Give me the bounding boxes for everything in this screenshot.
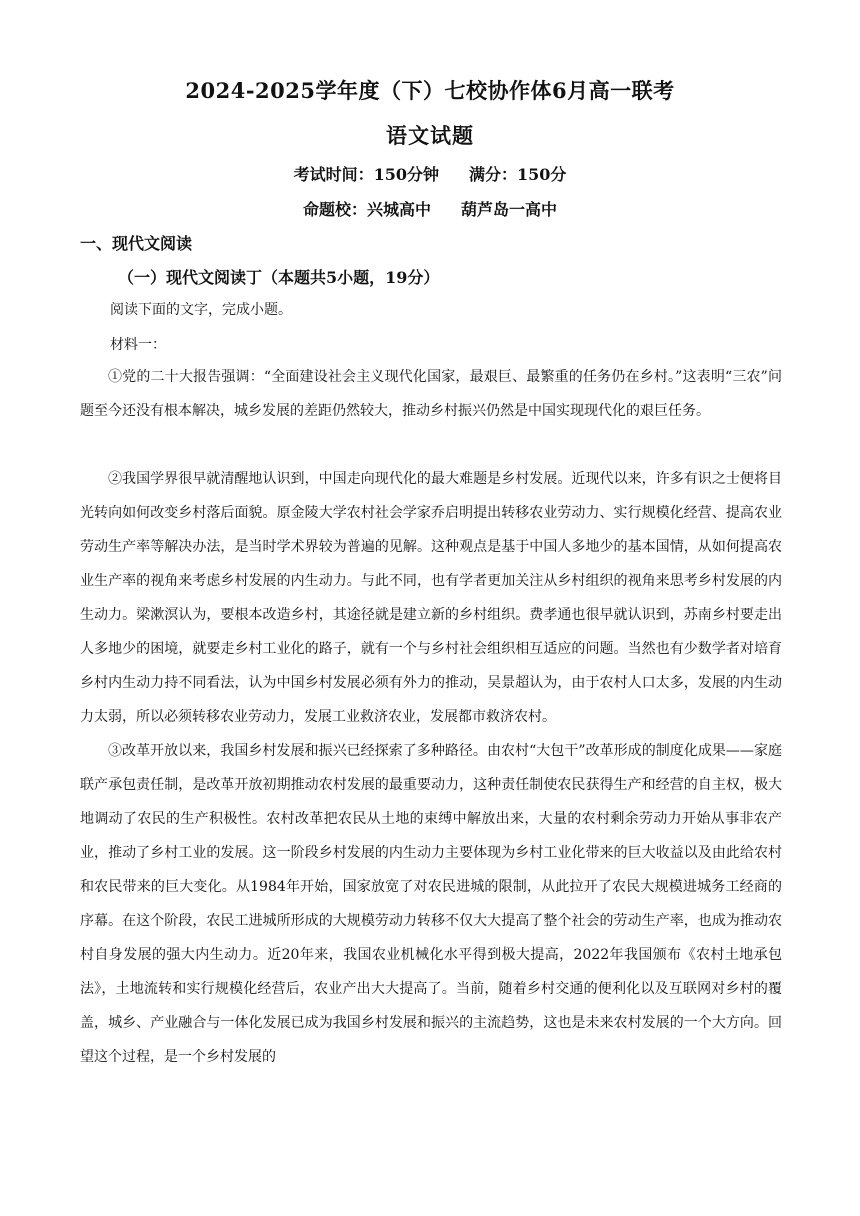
passage-paragraph-2: ②我国学界很早就清醒地认识到，中国走向现代化的最大难题是乡村发展。近现代以来，许多有识之士便将目光转向如何改变乡村落后面貌。原金陵大学农村社会学家乔启明提出转移农业劳动力、实行规模化经营、提高农业劳动生产率等解决办法，是当时学术界较为普遍的见解。这种观点是基于中国人多地少的基本国情，从如何提高农业生产率的视角来考虑乡村发展的内生动力。与此不同，也有学者更加关注从乡村组织的视角来思考乡村发展的内生动力。梁漱溟认为，要根本改造乡村，其途径就是建立新的乡村组织。费孝通也很早就认识到，苏南乡村要走出人多地少的困境，就要走乡村工业化的路子，就有一个与乡村社会组织相互适应的问题。当然也有少数学者对培育乡村内生动力持不同看法，认为中国乡村发展必须有外力的推动，吴景超认为，由于农村人口太多，发展的内生动力太弱，所以必须转移农业劳动力，发展工业救济农业，发展都市救济农村。 <box>80 471 782 725</box>
exam-subject-title: 语文试题 <box>386 123 474 148</box>
full-score: 满分：150分 <box>469 165 567 184</box>
exam-info-line <box>0 162 860 185</box>
school-info-line <box>0 197 860 220</box>
school-label: 命题校：兴城高中 <box>302 200 431 219</box>
passage-paragraph-1: ①党的二十大报告强调：“全面建设社会主义现代化国家，最艰巨、最繁重的任务仍在乡村。”这表明“三农”问题至今还没有根本解决，城乡发展的差距仍然较大，推动乡村振兴仍然是中国实现现代化的艰巨任务。 <box>80 369 782 419</box>
material-label: 材料一： <box>110 337 166 353</box>
passage-paragraph-3: ③改革开放以来，我国乡村发展和振兴已经探索了多种路径。由农村“大包干”改革形成的制度化成果——家庭联产承包责任制，是改革开放初期推动农村发展的最重要动力，这种责任制使农民获得生产和经营的自主权，极大地调动了农民的生产积极性。农村改革把农民从土地的束缚中解放出来，大量的农村剩余劳动力开始从事非农产业，推动了乡村工业的发展。这一阶段乡村发展的内生动力主要体现为乡村工业化带来的巨大收益以及由此给农村和农民带来的巨大变化。从1984年开始，国家放宽了对农民进城的限制，从此拉开了农民大规模进城务工经商的序幕。在这个阶段，农民工进城所形成的大规模劳动力转移不仅大大提高了整个社会的劳动生产率，也成为推动农村自身发展的强大内生动力。近20年来，我国农业机械化水平得到极大提高，2022年我国颁布《农村土地承包法》，土地流转和实行规模化经营后，农业产出大大提高了。当前，随着乡村交通的便利化以及互联网对乡村的覆盖，城乡、产业融合与一体化发展已成为我国乡村发展和振兴的主流趋势，这也是未来农村发展的一个大方向。回望这个过程，是一个乡村发展的 <box>80 743 782 1065</box>
exam-main-title: 2024-2025学年度（下）七校协作体6月高一联考 <box>185 78 675 103</box>
reading-instruction: 阅读下面的文字，完成小题。 <box>110 302 292 318</box>
section-heading: 一、现代文阅读 <box>80 234 193 253</box>
school-2: 葫芦岛一高中 <box>461 200 558 219</box>
exam-time: 考试时间：150分钟 <box>293 165 439 184</box>
subsection-heading: （一）现代文阅读丁（本题共5小题，19分） <box>118 268 440 287</box>
